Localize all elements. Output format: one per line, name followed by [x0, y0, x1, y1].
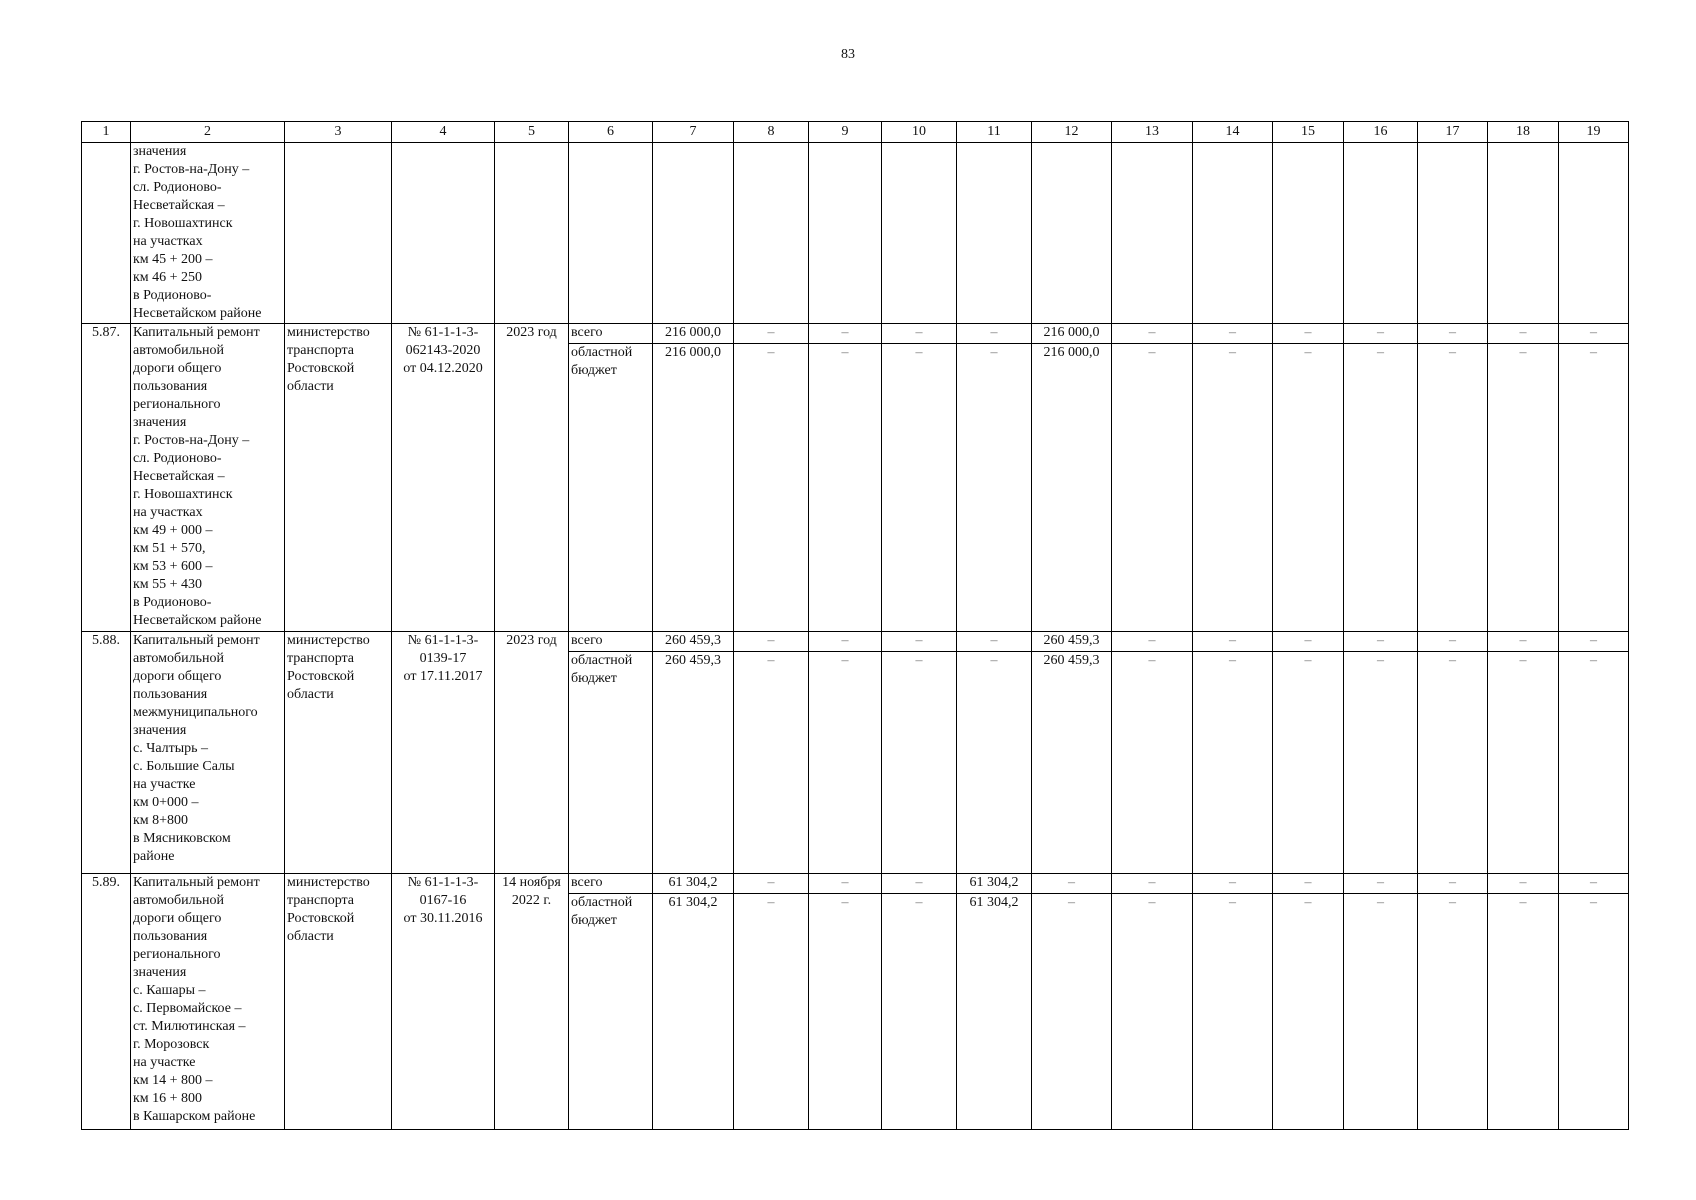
empty-value: – [1273, 632, 1344, 652]
amount-value: 216 000,0 [653, 344, 734, 632]
empty-value: – [1193, 894, 1273, 1130]
empty-cell [495, 143, 569, 324]
amount-value: 61 304,2 [957, 894, 1032, 1130]
empty-value: – [809, 344, 882, 632]
empty-value: – [1193, 324, 1273, 344]
amount-value: 216 000,0 [1032, 344, 1112, 632]
empty-value: – [1032, 874, 1112, 894]
empty-value: – [957, 344, 1032, 632]
empty-cell [734, 143, 809, 324]
amount-value: 216 000,0 [1032, 324, 1112, 344]
executor: министерство транспорта Ростовской области [285, 324, 392, 632]
object-name: Капитальный ремонт автомобильной дороги общего пользования регионального значения г. Ростов-на-Дону – сл. Родионово- Несветайская – г. Новошахтинск на участках км 49 + 000 – км 51 + 570, км 53 + 600 – км 55 + 430 в Родионово- Несветайском районе [131, 324, 285, 632]
empty-value: – [1273, 344, 1344, 632]
empty-cell [1418, 143, 1488, 324]
empty-value: – [1488, 652, 1559, 874]
empty-value: – [1418, 632, 1488, 652]
empty-value: – [1418, 874, 1488, 894]
empty-value: – [1488, 632, 1559, 652]
empty-value: – [1488, 874, 1559, 894]
header-cell: 11 [957, 122, 1032, 143]
header-cell: 19 [1559, 122, 1629, 143]
empty-value: – [1488, 894, 1559, 1130]
header-cell: 6 [569, 122, 653, 143]
header-cell: 18 [1488, 122, 1559, 143]
empty-cell [569, 143, 653, 324]
empty-cell [1112, 143, 1193, 324]
completion-period: 14 ноября 2022 г. [495, 874, 569, 1130]
amount-value: 260 459,3 [653, 632, 734, 652]
row-number: 5.89. [82, 874, 131, 1130]
empty-value: – [809, 894, 882, 1130]
amount-value: 260 459,3 [1032, 632, 1112, 652]
empty-cell [1559, 143, 1629, 324]
funding-source: областной бюджет [569, 344, 653, 632]
empty-value: – [1273, 874, 1344, 894]
header-cell: 16 [1344, 122, 1418, 143]
header-cell: 14 [1193, 122, 1273, 143]
empty-value: – [734, 894, 809, 1130]
empty-value: – [1418, 324, 1488, 344]
header-cell: 8 [734, 122, 809, 143]
header-cell: 12 [1032, 122, 1112, 143]
executor: министерство транспорта Ростовской области [285, 874, 392, 1130]
funding-source: всего [569, 324, 653, 344]
empty-value: – [1344, 874, 1418, 894]
empty-cell [653, 143, 734, 324]
amount-value: 61 304,2 [957, 874, 1032, 894]
row-number: 5.88. [82, 632, 131, 874]
empty-value: – [882, 874, 957, 894]
empty-value: – [1559, 632, 1629, 652]
empty-value: – [957, 652, 1032, 874]
table-row [82, 632, 1629, 652]
expertise-document: № 61-1-1-3- 0167-16 от 30.11.2016 [392, 874, 495, 1130]
empty-value: – [882, 344, 957, 632]
empty-cell [285, 143, 392, 324]
header-cell: 15 [1273, 122, 1344, 143]
empty-value: – [734, 344, 809, 632]
empty-cell [1344, 143, 1418, 324]
empty-value: – [882, 652, 957, 874]
header-cell: 2 [131, 122, 285, 143]
empty-value: – [1559, 652, 1629, 874]
empty-value: – [1559, 894, 1629, 1130]
empty-value: – [809, 652, 882, 874]
continuation-num [82, 143, 131, 324]
empty-value: – [734, 632, 809, 652]
empty-value: – [1344, 344, 1418, 632]
completion-period: 2023 год [495, 632, 569, 874]
budget-table [81, 121, 1629, 1130]
empty-value: – [1193, 632, 1273, 652]
amount-value: 61 304,2 [653, 894, 734, 1130]
expertise-document: № 61-1-1-3- 062143-2020 от 04.12.2020 [392, 324, 495, 632]
empty-value: – [1418, 344, 1488, 632]
header-cell: 9 [809, 122, 882, 143]
empty-value: – [882, 894, 957, 1130]
funding-source: областной бюджет [569, 652, 653, 874]
empty-value: – [1112, 874, 1193, 894]
header-cell: 10 [882, 122, 957, 143]
empty-value: – [1193, 652, 1273, 874]
empty-value: – [1344, 324, 1418, 344]
header-cell: 7 [653, 122, 734, 143]
empty-value: – [1418, 894, 1488, 1130]
empty-value: – [809, 324, 882, 344]
empty-value: – [1112, 344, 1193, 632]
object-name: Капитальный ремонт автомобильной дороги общего пользования межмуниципального значения с. Чалтырь – с. Большие Салы на участке км 0+000 – км 8+800 в Мясниковском районе [131, 632, 285, 874]
empty-value: – [957, 324, 1032, 344]
header-row [82, 122, 1629, 143]
empty-value: – [1112, 894, 1193, 1130]
empty-cell [392, 143, 495, 324]
table-row [82, 874, 1629, 894]
empty-cell [1273, 143, 1344, 324]
empty-value: – [809, 632, 882, 652]
empty-cell [957, 143, 1032, 324]
header-cell: 13 [1112, 122, 1193, 143]
table-header [82, 122, 1629, 143]
amount-value: 260 459,3 [653, 652, 734, 874]
empty-value: – [957, 632, 1032, 652]
empty-value: – [1344, 652, 1418, 874]
header-cell: 3 [285, 122, 392, 143]
amount-value: 216 000,0 [653, 324, 734, 344]
table-row [82, 324, 1629, 344]
empty-cell [1488, 143, 1559, 324]
table-body [82, 143, 1629, 1130]
header-cell: 1 [82, 122, 131, 143]
header-cell: 5 [495, 122, 569, 143]
empty-value: – [1112, 652, 1193, 874]
empty-value: – [1273, 652, 1344, 874]
empty-value: – [1032, 894, 1112, 1130]
empty-cell [809, 143, 882, 324]
empty-value: – [1193, 344, 1273, 632]
continuation-row [82, 143, 1629, 324]
empty-value: – [1344, 894, 1418, 1130]
empty-value: – [1559, 344, 1629, 632]
funding-source: всего [569, 874, 653, 894]
empty-value: – [882, 324, 957, 344]
empty-value: – [1559, 324, 1629, 344]
empty-value: – [734, 324, 809, 344]
amount-value: 260 459,3 [1032, 652, 1112, 874]
row-number: 5.87. [82, 324, 131, 632]
amount-value: 61 304,2 [653, 874, 734, 894]
empty-value: – [809, 874, 882, 894]
empty-cell [882, 143, 957, 324]
expertise-document: № 61-1-1-3- 0139-17 от 17.11.2017 [392, 632, 495, 874]
empty-value: – [1273, 324, 1344, 344]
continuation-name: значения г. Ростов-на-Дону – сл. Родионово- Несветайская – г. Новошахтинск на участках км 45 + 200 – км 46 + 250 в Родионово- Несветайском районе [131, 143, 285, 324]
empty-value: – [734, 874, 809, 894]
empty-value: – [1488, 344, 1559, 632]
executor: министерство транспорта Ростовской области [285, 632, 392, 874]
completion-period: 2023 год [495, 324, 569, 632]
empty-value: – [1112, 324, 1193, 344]
empty-value: – [1112, 632, 1193, 652]
empty-value: – [1344, 632, 1418, 652]
empty-cell [1032, 143, 1112, 324]
empty-value: – [1488, 324, 1559, 344]
empty-value: – [734, 652, 809, 874]
header-cell: 4 [392, 122, 495, 143]
object-name: Капитальный ремонт автомобильной дороги общего пользования регионального значения с. Кашары – с. Первомайское – ст. Милютинская – г. Морозовск на участке км 14 + 800 – км 16 + 800 в Кашарском районе [131, 874, 285, 1130]
empty-cell [1193, 143, 1273, 324]
funding-source: областной бюджет [569, 894, 653, 1130]
empty-value: – [1193, 874, 1273, 894]
header-cell: 17 [1418, 122, 1488, 143]
empty-value: – [882, 632, 957, 652]
funding-source: всего [569, 632, 653, 652]
empty-value: – [1559, 874, 1629, 894]
page-number: 83 [841, 47, 855, 62]
empty-value: – [1273, 894, 1344, 1130]
empty-value: – [1418, 652, 1488, 874]
